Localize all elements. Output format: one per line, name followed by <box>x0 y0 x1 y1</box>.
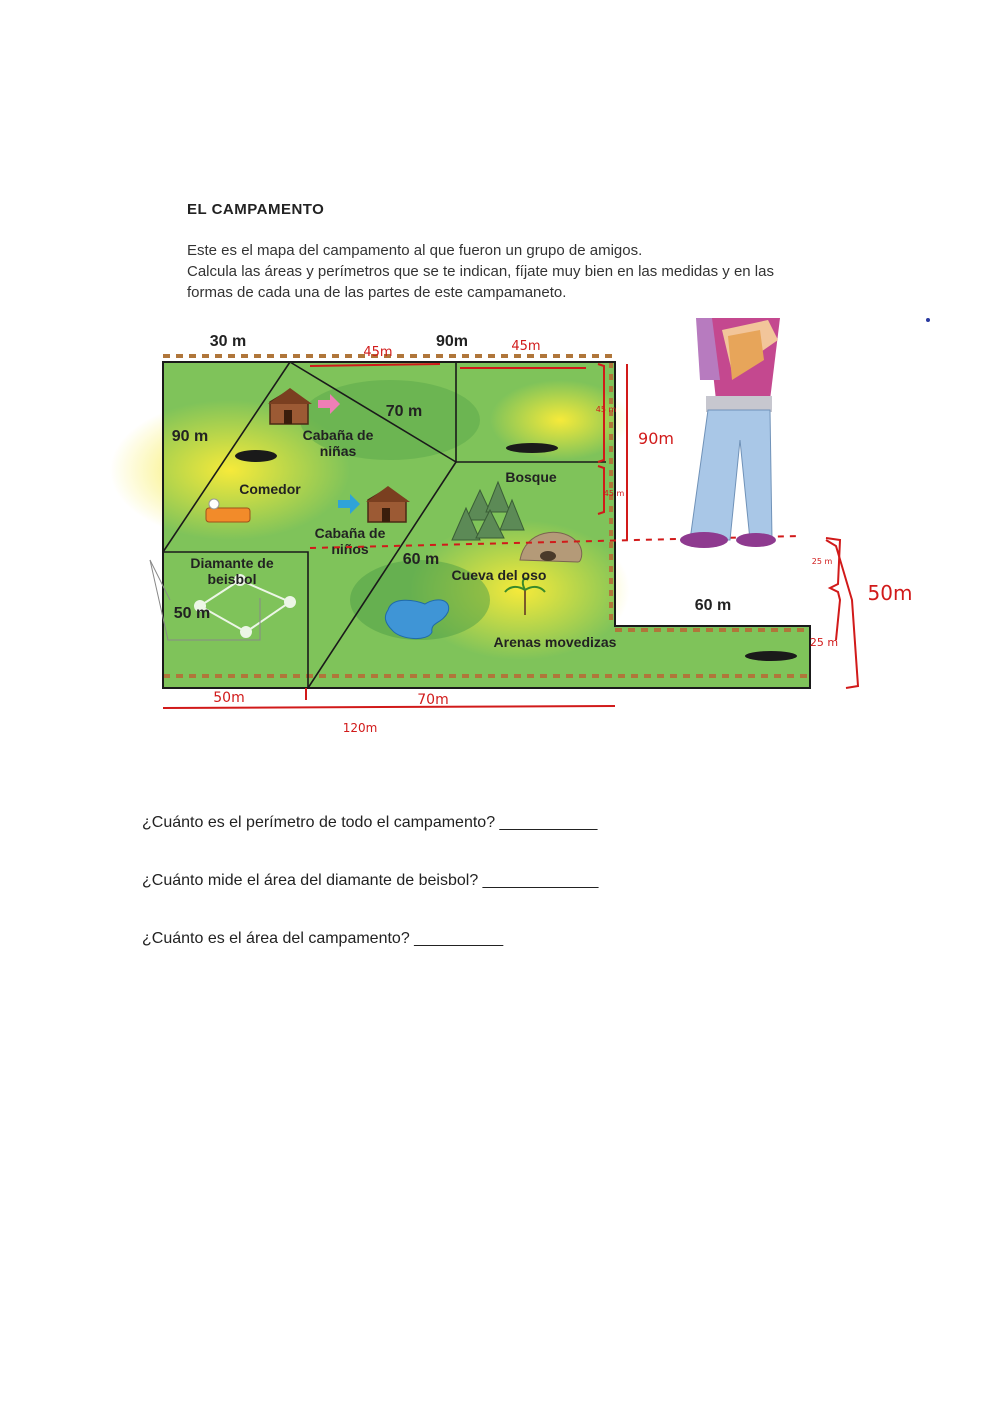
baseball-label-line-1: Diamante de <box>190 555 274 571</box>
quicksand-label: Arenas movedizas <box>493 634 617 650</box>
dining-label: Comedor <box>239 481 301 497</box>
instructions-line-2: Calcula las áreas y perímetros que se te indican, fíjate muy bien en las medidas y en las <box>187 263 774 280</box>
girls-cabin-label-line-1: Cabaña de <box>302 427 374 443</box>
bear-cave-label: Cueva del oso <box>451 567 547 583</box>
worksheet-title: EL CAMPAMENTO <box>187 201 325 218</box>
question-camp-area: ¿Cuánto es el área del campamento? __________ <box>142 930 504 947</box>
annotation-step-bottom: 25 m <box>809 636 839 649</box>
measure-step: 60 m <box>694 597 732 614</box>
girl-illustration <box>680 318 930 548</box>
annotation-bottom-b: 70m <box>417 692 449 708</box>
annotation-step-total: 50m <box>867 581 913 605</box>
measure-top-left: 30 m <box>209 333 247 350</box>
question-baseball-area: ¿Cuánto mide el área del diamante de beisbol? _____________ <box>142 872 599 889</box>
annotation-step-top: 25 m <box>811 557 833 566</box>
forest-label: Bosque <box>505 469 557 485</box>
annotation-top-b: 45m <box>511 339 541 354</box>
boys-cabin-label-line-2: niños <box>331 541 369 557</box>
measure-left-side: 90 m <box>171 428 209 445</box>
measure-top-mid: 90m <box>435 333 469 350</box>
annotation-right-a: 45 m <box>595 405 617 414</box>
question-perimeter: ¿Cuánto es el perímetro de todo el campamento? ___________ <box>142 814 598 831</box>
instructions-line-1: Este es el mapa del campamento al que fueron un grupo de amigos. <box>187 242 643 259</box>
annotation-bottom-a: 50m <box>213 690 245 706</box>
instructions-line-3: formas de cada una de las partes de este campamaneto. <box>187 284 567 301</box>
annotation-top-a: 45m <box>363 345 393 360</box>
annotation-bottom-total: 120m <box>342 721 378 735</box>
measure-middle: 60 m <box>402 551 440 568</box>
girls-cabin-label-line-2: niñas <box>319 443 357 459</box>
annotation-right-total: 90m <box>638 429 674 448</box>
measure-baseball-side: 50 m <box>173 605 211 622</box>
baseball-label-line-2: beisbol <box>207 571 257 587</box>
measure-diagonal: 70 m <box>385 403 423 420</box>
boys-cabin-label-line-1: Cabaña de <box>314 525 386 541</box>
annotation-right-b: 45 m <box>603 489 625 498</box>
